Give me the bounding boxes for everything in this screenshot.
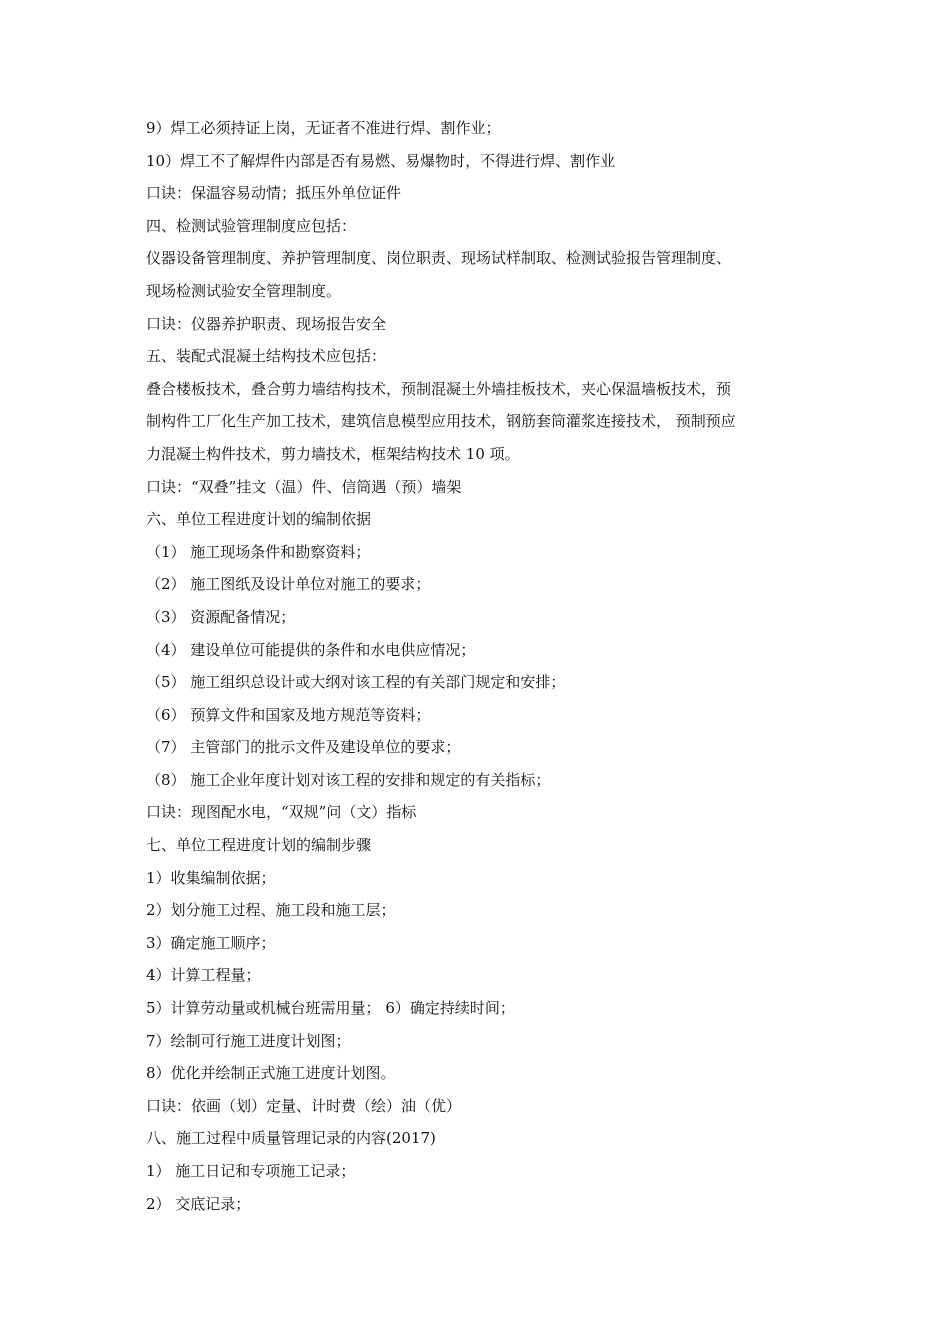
- list-item-step-1: 1）收集编制依据；: [146, 868, 276, 887]
- list-item-basis-7: （7） 主管部门的批示文件及建设单位的要求；: [146, 738, 461, 757]
- list-item-basis-5: （5） 施工组织总设计或大纲对该工程的有关部门规定和安排；: [146, 673, 566, 692]
- list-item-step-4: 4）计算工程量；: [146, 966, 261, 985]
- list-item-record-2: 2） 交底记录；: [146, 1194, 251, 1213]
- text-line-welder-flammable: 10）焊工不了解焊件内部是否有易燃、易爆物时，不得进行焊、割作业: [146, 151, 616, 170]
- list-item-basis-2: （2） 施工图纸及设计单位对施工的要求；: [146, 575, 431, 594]
- section-heading-5: 五、装配式混凝土结构技术应包括：: [146, 347, 387, 366]
- list-item-basis-3: （3） 资源配备情况；: [146, 607, 296, 626]
- text-line-mnemonic-1: 口诀：保温容易动情；抵压外单位证件: [146, 184, 402, 203]
- document-page: [146, 112, 826, 1220]
- list-item-record-1: 1） 施工日记和专项施工记录；: [146, 1162, 356, 1180]
- list-item-basis-8: （8） 施工企业年度计划对该工程的安排和规定的有关指标；: [146, 770, 551, 789]
- section-heading-8: 八、施工过程中质量管理记录的内容(2017): [146, 1129, 436, 1148]
- text-line-welder-certificate: 9）焊工必须持证上岗，无证者不准进行焊、割作业；: [146, 119, 501, 137]
- text-line-prefab-tech-3: 力混凝土构件技术，剪力墙技术，框架结构技术 10 项。: [146, 444, 520, 463]
- list-item-step-5-6: 5）计算劳动量或机械台班需用量； 6）确定持续时间；: [146, 999, 515, 1018]
- text-line-testing-systems-1: 仪器设备管理制度、养护管理制度、岗位职责、现场试样制取、检测试验报告管理制度、: [146, 249, 732, 268]
- list-item-step-8: 8）优化并绘制正式施工进度计划图。: [146, 1064, 396, 1083]
- list-item-step-3: 3）确定施工顺序；: [146, 933, 276, 952]
- list-item-basis-1: （1） 施工现场条件和勘察资料；: [146, 542, 371, 561]
- list-item-step-2: 2）划分施工过程、施工段和施工层；: [146, 901, 396, 920]
- section-heading-7: 七、单位工程进度计划的编制步骤: [146, 836, 372, 855]
- section-heading-4: 四、检测试验管理制度应包括：: [146, 216, 357, 235]
- text-line-prefab-tech-1: 叠合楼板技术，叠合剪力墙结构技术，预制混凝土外墙挂板技术，夹心保温墙板技术，预: [146, 379, 732, 398]
- list-item-basis-4: （4） 建设单位可能提供的条件和水电供应情况；: [146, 640, 476, 659]
- text-line-prefab-tech-2: 制构件工厂化生产加工技术，建筑信息模型应用技术，钢筋套筒灌浆连接技术， 预制预应: [146, 412, 736, 431]
- text-line-mnemonic-2: 口诀：仪器养护职责、现场报告安全: [146, 314, 387, 333]
- text-line-mnemonic-4: 口诀：现图配水电，“双规”问（文）指标: [146, 803, 417, 822]
- text-line-mnemonic-5: 口诀：依画（划）定量、计时费（绘）油（优）: [146, 1096, 462, 1115]
- list-item-basis-6: （6） 预算文件和国家及地方规范等资料；: [146, 705, 431, 724]
- section-heading-6: 六、单位工程进度计划的编制依据: [146, 510, 372, 529]
- text-line-mnemonic-3: 口诀：“双叠”挂文（温）件、信筒遇（预）墙架: [146, 477, 462, 496]
- list-item-step-7: 7）绘制可行施工进度计划图；: [146, 1031, 351, 1050]
- text-line-testing-systems-2: 现场检测试验安全管理制度。: [146, 281, 342, 300]
